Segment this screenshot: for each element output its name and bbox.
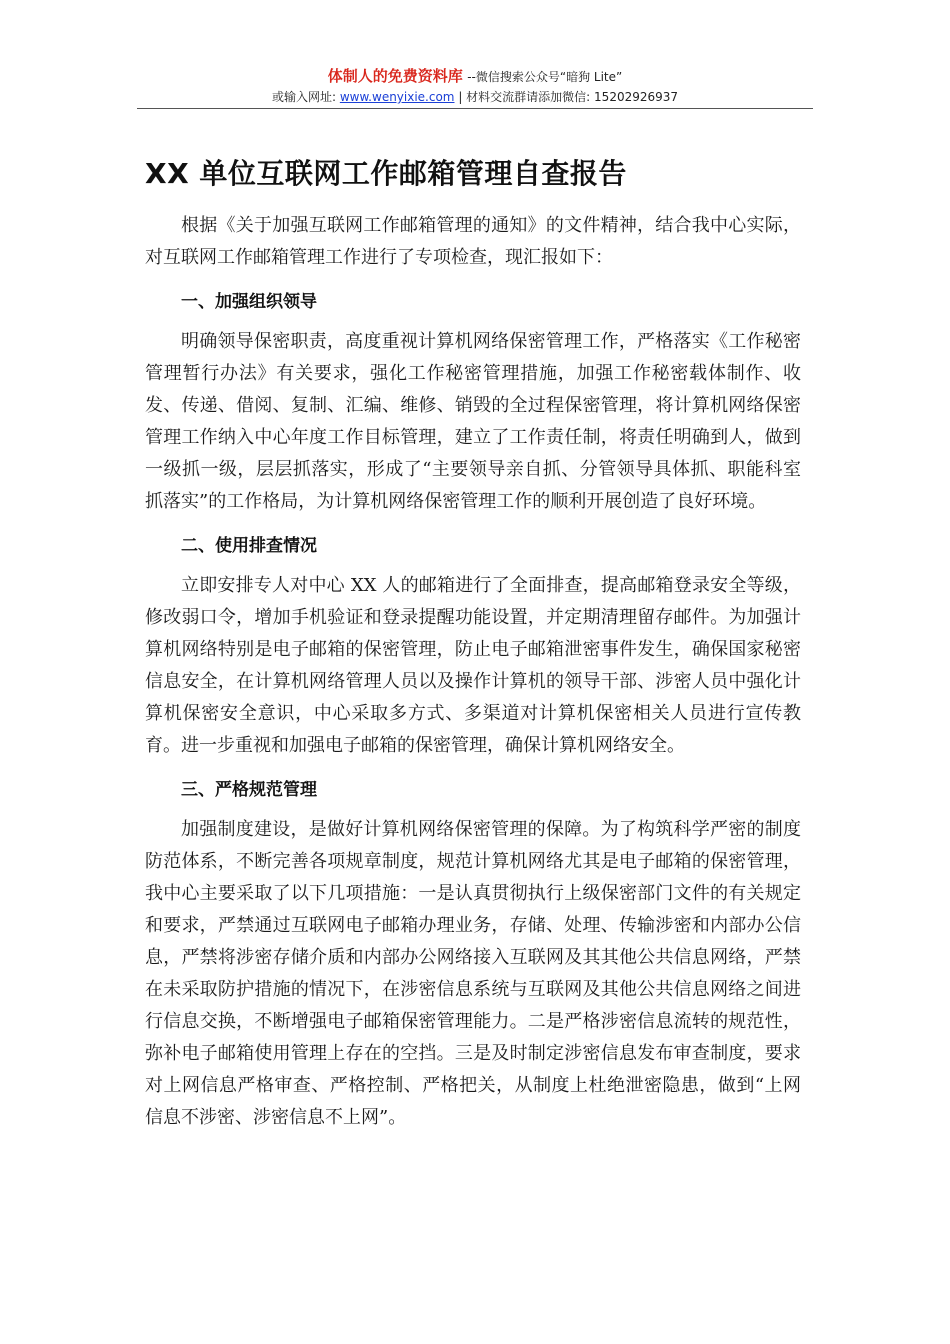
document-title: XX 单位互联网工作邮箱管理自查报告 xyxy=(145,157,627,190)
header-banner xyxy=(0,66,950,86)
section-body-management: 加强制度建设，是做好计算机网络保密管理的保障。为了构筑科学严密的制度防范体系，不断完善各项规章制度，规范计算机网络尤其是电子邮箱的保密管理，我中心主要采取了以下几项措施：一是认真贯彻执行上级保密部门文件的有关规定和要求，严禁通过互联网电子邮箱办理业务，存储、处理、传输涉密和内部办公信息，严禁将涉密存储介质和内部办公网络接入互联网及其其他公共信息网络，严禁在未采取防护措施的情况下，在涉密信息系统与互联网及其他公共信息网络之间进行信息交换，不断增强电子邮箱保密管理能力。二是严格涉密信息流转的规范性，弥补电子邮箱使用管理上存在的空挡。三是及时制定涉密信息发布审查制度，要求对上网信息严格审查、严格控制、严格把关，从制度上杜绝泄密隐患，做到“上网信息不涉密、涉密信息不上网”。 xyxy=(145,819,801,1128)
section-body-inspection: 立即安排专人对中心 XX 人的邮箱进行了全面排查，提高邮箱登录安全等级，修改弱口令，增加手机验证和登录提醒功能设置，并定期清理留存邮件。为加强计算机网络特别是电子邮箱的保密管理，防止电子邮箱泄密事件发生，确保国家秘密信息安全，在计算机网络管理人员以及操作计算机的领导干部、涉密人员中强化计算机保密安全意识，中心采取多方式、多渠道对计算机保密相关人员进行宣传教育。进一步重视和加强电子邮箱的保密管理，确保计算机网络安全。 xyxy=(145,575,801,756)
header-url-prefix: 或输入网址: xyxy=(271,90,337,104)
header-contact-line xyxy=(0,88,950,106)
header-tagline: --微信搜索公众号“暗狗 Lite” xyxy=(467,70,623,84)
document-body xyxy=(145,210,801,1134)
page-header xyxy=(0,66,950,106)
section-body-organization: 明确领导保密职责，高度重视计算机网络保密管理工作，严格落实《工作秘密管理暂行办法》有关要求，强化工作秘密管理措施，加强工作秘密载体制作、收发、传递、借阅、复制、汇编、维修、销毁的全过程保密管理，将计算机网络保密管理工作纳入中心年度工作目标管理，建立了工作责任制，将责任明确到人，做到一级抓一级，层层抓落实，形成了“主要领导亲自抓、分管领导具体抓、职能科室抓落实”的工作格局，为计算机网络保密管理工作的顺利开展创造了良好环境。 xyxy=(145,331,801,512)
header-contact: | 材料交流群请添加微信: 15202926937 xyxy=(458,90,679,104)
section-heading-management: 三、严格规范管理 xyxy=(181,780,317,800)
website-link[interactable]: www.wenyixie.com xyxy=(339,90,455,104)
header-divider xyxy=(137,108,813,109)
section-heading-organization: 一、加强组织领导 xyxy=(181,292,317,312)
header-brand: 体制人的免费资料库 xyxy=(327,67,463,85)
section-heading-inspection: 二、使用排查情况 xyxy=(181,536,317,556)
intro-paragraph: 根据《关于加强互联网工作邮箱管理的通知》的文件精神，结合我中心实际，对互联网工作邮箱管理工作进行了专项检查，现汇报如下： xyxy=(145,215,801,268)
